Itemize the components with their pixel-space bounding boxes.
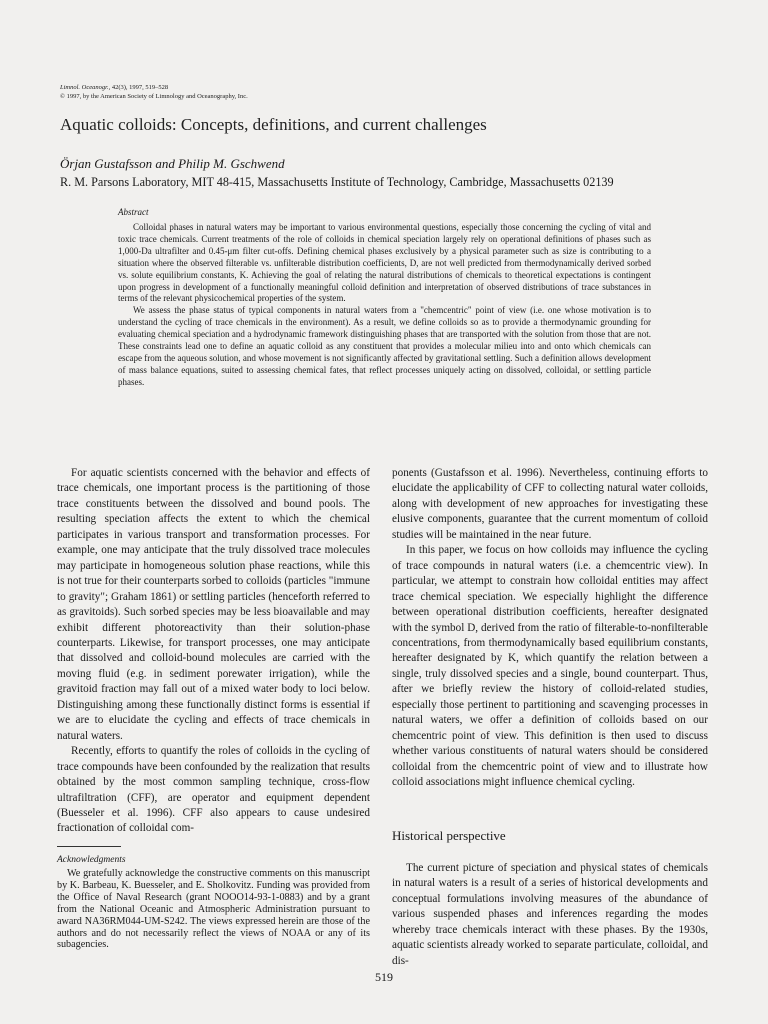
journal-citation [60,83,168,92]
body-paragraph: In this paper, we focus on how colloids may influence the cycling of trace compounds in natural waters (i.e. a chemcentric view). In particular, we attempt to constrain how colloidal entities may affect trace chemical speciation. We especially highlight the difference between operational distribution coefficients, hereafter designated with the symbol D, derived from the ratio of filterable-to-nonfilterable concentrations, from thermodynamically based equilibrium constants, hereafter designated by K, which quantify the relation between a single, truly dissolved species and a single, bound counterpart. Thus, after we briefly review the history of colloid-related studies, especially those pertinent to partitioning and scavenging processes in natural waters, we offer a definition of colloids based on our chemcentric point of view. This definition is then used to discuss whether various constituents of natural waters should be considered colloidal from the chemcentric point of view and to illustrate how colloid associations might influence chemical cycling. [392,544,708,789]
body-column-right-continued [392,861,708,969]
abstract-paragraph: Colloidal phases in natural waters may be important to various environmental questions, especially those concerning the cycling of vital and toxic trace chemicals. Current treatments of the role of colloids in chemical speciation largely rely on operational definitions of phases such as 1,000-Da ultrafilter and 0.45-μm filter cut-offs. Defining chemical phases exclusively by a physical parameter such as size is contributing to a situation where the observed filterable vs. unfilterable distribution coefficients, D, are not well predicted from thermodynamically derived sorbed vs. solute equilibrium constants, K. Achieving the goal of relating the natural distributions of chemicals to theoretical expectations is contingent upon progress in development of a functionally meaningful colloid definition and interpretation of observed distributions of trace substances in terms of the relevant physicochemical properties of the system. [118,222,651,304]
acknowledgments-text: We gratefully acknowledge the constructive comments on this manuscript by K. Barbeau, K. Buesseler, and E. Sholkovitz. Funding was provided from the Office of Naval Research (grant NOOO14-93-1-0883) and by a grant from the National Oceanic and Atmospheric Administration pursuant to award NA36RM044-UM-S242. The views expressed herein are those of the authors and do not necessarily reflect the views of NOAA or any of its subagencies. [57,868,370,951]
citation-volume: 42(3), 1997, 519–528 [110,84,169,91]
abstract-heading: Abstract [118,207,149,217]
body-column-right [392,466,708,791]
copyright-line: © 1997, by the American Society of Limnology and Oceanography, Inc. [60,93,248,100]
abstract-body [118,222,651,389]
journal-name: Limnol. Oceanogr., [60,84,111,91]
article-title: Aquatic colloids: Concepts, definitions, and current challenges [60,115,487,134]
page-number: 519 [375,970,393,984]
acknowledgments-heading: Acknowledgments [57,855,126,865]
section-heading: Historical perspective [392,828,506,843]
abstract-paragraph: We assess the phase status of typical components in natural waters from a "chemcentric" point of view (i.e. one whose motivation is to understand the cycling of trace chemicals in the environment). As a result, we define colloids so as to provide a thermodynamic grounding for evaluating chemical speciation and a hydrodynamic framework distinguishing phases that are transported with the solution from those that are not. These constraints lead one to define an aquatic colloid as any constituent that provides a molecular milieu into and onto which chemicals can escape from the aqueous solution, and whose movement is not significantly affected by gravitational settling. Such a definition allows development of mass balance equations, suited to assessing chemical fates, that reflect processes uniquely acting on dissolved, colloidal, or settling particle phases. [118,305,651,387]
footnote-divider [57,846,121,847]
body-paragraph: The current picture of speciation and physical states of chemicals in natural waters is a result of a series of historical developments and conceptual formulations involving measures of the abundance of various suspended phases and inferences regarding the modes whereby trace chemicals interact with these phases. By the 1930s, aquatic scientists already worked to separate particulate, colloidal, and dis- [392,862,708,967]
body-paragraph: For aquatic scientists concerned with the behavior and effects of trace chemicals, one important process is the partitioning of those trace constituents between the dissolved and bound pools. The resulting speciation affects the extent to which the chemical participates in various transport and transformation processes. For example, one may anticipate that the truly dissolved trace molecules may participate in homogeneous solution phase reactions, while this is not true for their counterparts sorbed to colloids (particles "immune to gravity"; Graham 1861) or settling particles (henceforth referred to as gravitoids). Such sorbed species may be less bioavailable and may exhibit different photoreactivity than their solution-phase counterparts. Likewise, for transport processes, one may anticipate that dissolved and colloid-bound molecules are carried with the moving fluid (e.g. in sediment porewater irrigation), while the gravitoid fraction may fall out of a mixed water body to loci below. Distinguishing among these functionally distinct forms is essential if we are to elucidate the cycling and effects of trace chemicals in natural waters. [57,467,370,742]
affiliation: R. M. Parsons Laboratory, MIT 48-415, Massachusetts Institute of Technology, Cambridge, Massachusetts 02139 [60,175,614,189]
body-paragraph: ponents (Gustafsson et al. 1996). Nevertheless, continuing efforts to elucidate the applicability of CFF to collecting natural water colloids, along with development of new approaches for investigating these elusive components, guarantee that the current momentum of colloid studies will be maintained in the near future. [392,467,708,541]
body-column-left [57,466,370,837]
authors: Örjan Gustafsson and Philip M. Gschwend [60,156,285,171]
body-paragraph: Recently, efforts to quantify the roles of colloids in the cycling of trace compounds have been confounded by the realization that results obtained by the most common sampling technique, cross-flow ultrafiltration (CFF), are operator and equipment dependent (Buesseler et al. 1996). CFF also appears to cause undesired fractionation of colloidal com- [57,745,370,835]
acknowledgments-body [57,868,370,951]
